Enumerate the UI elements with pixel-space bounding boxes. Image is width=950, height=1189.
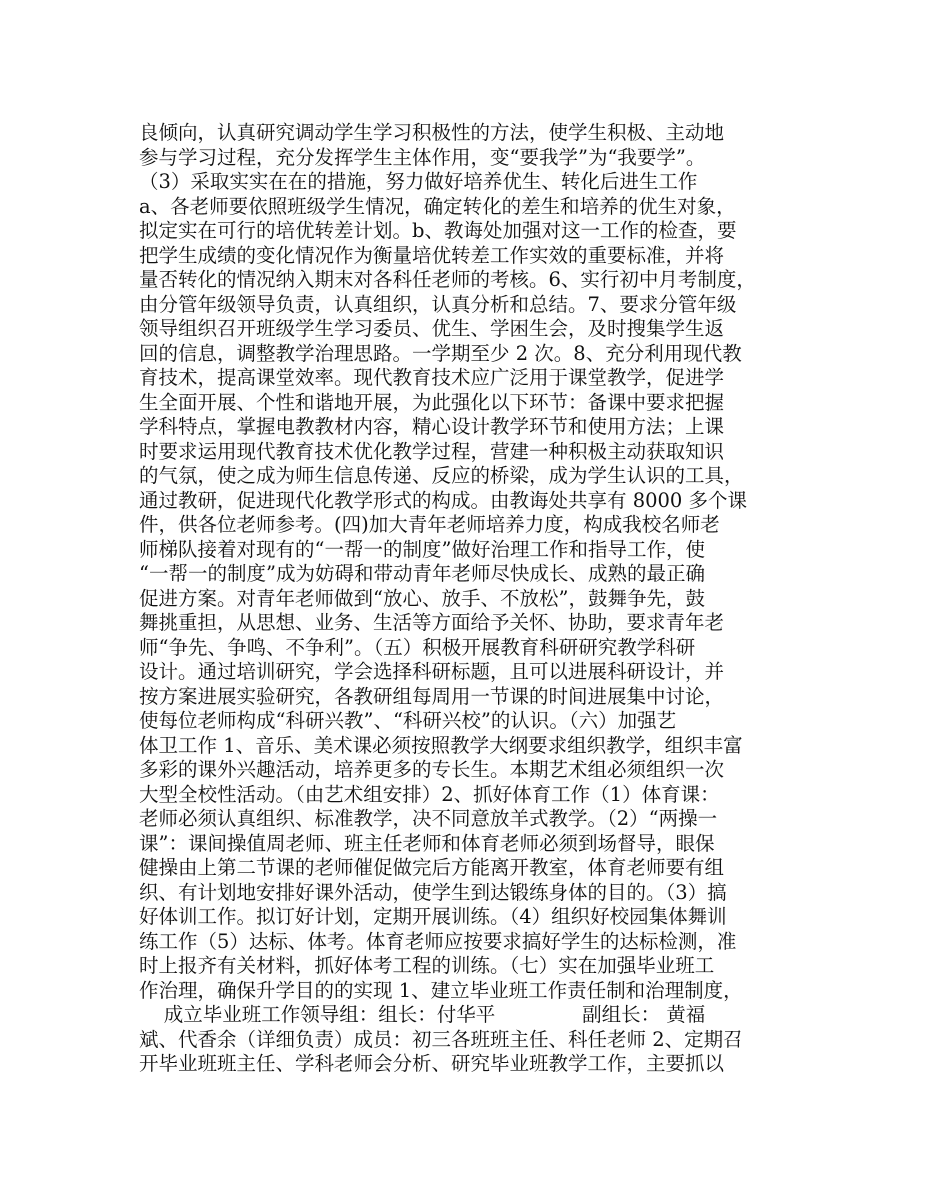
text-line: 使每位老师构成“科研兴教”、“科研兴校”的认识。（六）加强艺 [139, 709, 677, 732]
text-line: 织、有计划地安排好课外活动，使学生到达锻练身体的目的。（3）搞 [139, 880, 727, 904]
text-line: 件，供各位老师参考。(四)加大青年老师培养力度，构成我校名师老 [139, 513, 720, 536]
text-line: 把学生成绩的变化情况作为衡量培优转差工作实效的重要标准，并将 [139, 243, 725, 267]
text-line: “一帮一的制度”成为妨碍和带动青年老师尽快成长、成熟的最正确 [139, 562, 705, 585]
text-line: 拟定实在可行的培优转差计划。b、教诲处加强对这一工作的检查，要 [139, 219, 737, 242]
text-line: 设计。通过培训研究，学会选择科研标题，且可以进展科研设计，并 [139, 660, 725, 683]
text-line: 的气氛，使之成为师生信息传递、反应的桥梁，成为学生认识的工具， [139, 464, 744, 487]
text-line: 时要求运用现代教育技术优化教学过程，营建一种积极主动获取知识 [139, 439, 725, 463]
text-line: 师“争先、争鸣、不争利”。（五）积极开展教育科研研究教学科研 [139, 635, 696, 659]
text-line: 课”：课间操值周老师、班主任老师和体育老师必须到场督导，眼保 [139, 831, 715, 855]
text-line: 练工作（5）达标、体考。体育老师应按要求搞好学生的达标检测，准 [139, 929, 737, 953]
text-line: 通过教研，促进现代化教学形式的构成。由教诲处共享有 8000 多个课 [139, 488, 748, 512]
text-line: 按方案进展实验研究，各教研组每周用一节课的时间进展集中讨论， [139, 684, 725, 708]
text-line: 回的信息，调整教学治理思路。一学期至少 2 次。8、充分利用现代教 [139, 341, 742, 365]
text-line: 参与学习过程，充分发挥学生主体作用，变“要我学”为“我要学”。 [139, 145, 706, 169]
body-text [139, 121, 819, 1077]
text-line: 良倾向，认真研究调动学生学习积极性的方法，使学生积极、主动地 [139, 121, 725, 144]
text-line: 领导组织召开班级学生学习委员、优生、学困生会，及时搜集学生返 [139, 317, 725, 340]
text-line: 学科特点，掌握电教教材内容，精心设计教学环节和使用方法；上课 [139, 415, 725, 438]
text-line: 大型全校性活动。（由艺术组安排）2、抓好体育工作（1）体育课： [139, 782, 720, 806]
text-line: a、各老师要依照班级学生情况，确定转化的差生和培养的优生对象， [139, 194, 736, 218]
text-line: 育技术，提高课堂效率。现代教育技术应广泛用于课堂教学，促进学 [139, 366, 725, 389]
text-line: 成立毕业班工作领导组：组长：付华平 副组长： 黄福 [139, 1003, 706, 1026]
text-line: 促进方案。对青年老师做到“放心、放手、不放松”，鼓舞争先，鼓 [139, 586, 705, 610]
text-line: 量否转化的情况纳入期末对各科任老师的考核。6、实行初中月考制度， [139, 268, 756, 291]
text-line: 体卫工作 1、音乐、美术课必须按照教学大纲要求组织教学，组织丰富 [139, 733, 743, 757]
text-line: 健操由上第二节课的老师催促做完后方能离开教室，体育老师要有组 [139, 856, 725, 879]
text-line: 舞挑重担，从思想、业务、生活等方面给予关怀、协助，要求青年老 [139, 611, 725, 634]
text-line: 老师必须认真组织、标准教学，决不同意放羊式教学。（2）“两操一 [139, 807, 718, 830]
text-line: 开毕业班班主任、学科老师会分析、研究毕业班教学工作，主要抓以 [139, 1052, 725, 1075]
text-line: （3）采取实实在在的措施，努力做好培养优生、转化后进生工作 [139, 170, 698, 193]
text-line: 作治理，确保升学目的的实现 1、建立毕业班工作责任制和治理制度， [139, 978, 743, 1002]
text-line: 多彩的课外兴趣活动，培养更多的专长生。本期艺术组必须组织一次 [139, 758, 725, 781]
text-line: 由分管年级领导负责，认真组织，认真分析和总结。7、要求分管年级 [139, 292, 737, 316]
text-line: 时上报齐有关材料，抓好体考工程的训练。（七）实在加强毕业班工 [139, 954, 715, 977]
text-line: 生全面开展、个性和谐地开展，为此强化以下环节：备课中要求把握 [139, 390, 725, 414]
text-line: 斌、代香余（详细负责）成员：初三各班班主任、科任老师 2、定期召 [139, 1027, 743, 1051]
text-line: 师梯队接着对现有的“一帮一的制度”做好治理工作和指导工作，使 [139, 537, 705, 561]
text-line: 好体训工作。拟订好计划，定期开展训练。（4）组织好校园集体舞训 [139, 905, 727, 928]
